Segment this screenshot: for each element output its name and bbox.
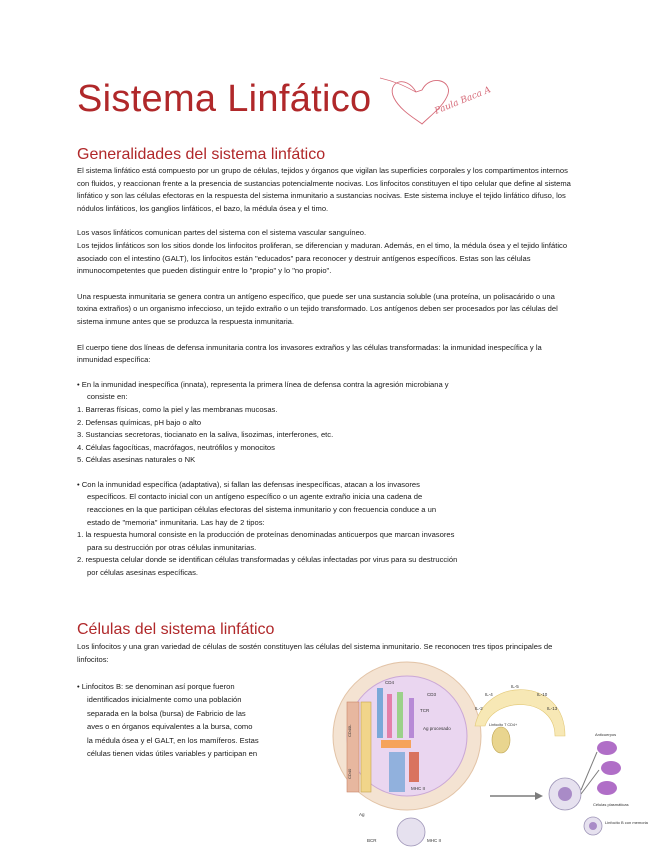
- adaptive-intro-line: estado de "memoria" inmunitaria. Las hay de 2 tipos:: [87, 517, 265, 527]
- paragraph-lineas-defensa: El cuerpo tiene dos líneas de defensa inmunitaria contra los invasores extraños y las células transformadas: la inmunidad inespecífica y la inmunidad específica:: [77, 342, 542, 365]
- label-ag-procesado: Ag procesado: [423, 726, 451, 731]
- bullet-line: identificados inicialmente como una población: [87, 695, 242, 705]
- list-item: 1. la respuesta humoral consiste en la producción de proteínas denominadas anticuerpos que marcan invasores: [77, 530, 455, 540]
- list-item: 4. Células fagocíticas, macrófagos, neutrófilos y monocitos: [77, 442, 275, 452]
- label-mhc2: MHC II: [411, 786, 425, 791]
- label-mhc2-bottom: MHC II: [427, 838, 441, 843]
- label-cd40l: CD40L: [347, 724, 352, 737]
- innate-intro-line1: • En la inmunidad inespecífica (innata), representa la primera línea de defensa contra la agresión microbiana y: [77, 379, 449, 389]
- list-item: 5. Células asesinas naturales o NK: [77, 455, 196, 465]
- bullet-line: células tienen vidas útiles variables y participan en: [87, 749, 258, 759]
- list-item-continuation: para su destrucción por otras células inmunitarias.: [87, 542, 257, 552]
- list-item: 1. Barreras físicas, como la piel y las membranas mucosas.: [77, 404, 278, 414]
- signature-text: Paula Baca A: [433, 85, 493, 117]
- adaptive-intro-line: reacciones en la que participan células efectoras del sistema inmunitario y con frecuencia conduce a un: [87, 505, 437, 515]
- adaptive-intro-line: • Con la inmunidad específica (adaptativa), si fallan las defensas inespecíficas, atacan a los invasores: [77, 479, 420, 489]
- section-heading-celulas: Células del sistema linfático: [77, 621, 275, 638]
- label-celulas-plasmaticas: Células plasmáticas: [593, 802, 629, 807]
- innate-immunity-block: [77, 379, 577, 467]
- bullet-line: la médula ósea y el GALT, en los mamíferos. Estas: [87, 735, 259, 745]
- label-il5: IL-5: [511, 684, 519, 689]
- b-cell-activation-figure: [325, 666, 648, 848]
- section-generalidades-body: [77, 165, 577, 580]
- adaptive-immunity-block: [77, 479, 577, 580]
- list-item: 3. Sustancias secretoras, tiocianato en la saliva, lisozimas, interferones, etc.: [77, 430, 334, 440]
- paragraph-vasos: Los vasos linfáticos comunican partes del sistema con el sistema vascular sanguíneo.: [77, 228, 367, 238]
- label-linfocito-b-memoria: Linfocito B con memoria: [605, 820, 648, 825]
- label-il2: IL-2: [475, 706, 483, 711]
- list-item-continuation: por células asesinas específicas.: [87, 568, 199, 578]
- list-item: 2. Defensas químicas, pH bajo o alto: [77, 417, 202, 427]
- label-il10: IL-10: [537, 692, 548, 697]
- label-il13: IL-13: [547, 706, 558, 711]
- linfocitos-b-bullet: [77, 680, 317, 760]
- label-cd3: CD3: [427, 692, 437, 697]
- label-bcr: BCR: [367, 838, 377, 843]
- label-tcr: TCR: [420, 708, 430, 713]
- page-title: Sistema Linfático: [77, 78, 372, 120]
- label-ag: Ag: [359, 812, 365, 817]
- list-item: 2. respuesta celular donde se identifican células transformadas y células infectadas por virus para su destrucción: [77, 555, 458, 565]
- label-linfocito-t: Linfocito T CD4+: [489, 723, 518, 727]
- label-il4: IL-4: [485, 692, 493, 697]
- paragraph-intro: El sistema linfático está compuesto por un grupo de células, tejidos y órganos que vigilan las superficies corporales y los compartimentos internos con fluidos, y reaccionan frente a la presencia de sustancias potencialmente nocivas. Los linfocitos constituyen el tipo celular que define al sistema linfático y son las células efectoras en la respuesta del sistema inmunitario a sustancias nocivas. Este sistema incluye el tejido linfático difuso, los nódulos linfáticos, los ganglios linfáticos, el bazo, la médula ósea y el timo.: [77, 166, 571, 213]
- signature-heart-drawing: [378, 52, 498, 142]
- label-cd4: CD4: [385, 680, 395, 685]
- bullet-line: separada en la bolsa (bursa) de Fabricio de las: [87, 708, 246, 718]
- innate-intro-line2: consiste en:: [87, 392, 128, 402]
- innate-list: [77, 404, 577, 467]
- label-anticuerpos: Anticuerpos: [595, 732, 617, 737]
- section-celulas-body: [77, 641, 577, 666]
- label-cd40: CD40: [347, 768, 352, 779]
- paragraph-celulas-intro: Los linfocitos y una gran variedad de células de sostén constituyen las células del sistema inmunitario. Se reconocen tres tipos principales de linfocitos:: [77, 642, 553, 664]
- paragraph-respuesta: Una respuesta inmunitaria se genera contra un antígeno específico, que puede ser una sustancia soluble (una proteína, un polisacárido o una toxina extraños) o un organismo infeccioso, un tejido extraño o un tejido transformado. Los antígenos deben ser procesados por las células del sistema inmune antes que se produzca la respuesta inmunitaria.: [77, 291, 558, 326]
- bullet-line: • Linfocitos B: se denominan así porque fueron: [77, 682, 235, 691]
- section-heading-generalidades: Generalidades del sistema linfático: [77, 146, 326, 163]
- bullet-line: aves o en órganos equivalentes a la bursa, como: [87, 722, 253, 732]
- adaptive-intro-line: específicos. El contacto inicial con un antígeno específico o un agente extraño inicia una cadena de: [87, 492, 423, 502]
- paragraph-tejidos: Los tejidos linfáticos son los sitios donde los linfocitos proliferan, se diferencian y maduran. Además, en el timo, la médula ósea y el tejido linfático asociado con el intestino (GALT), los linfocitos están "educados" para reconocer y destruir antígenos específicos. Estas son las células inmunocompetentes que pueden distinguir entre lo "propio" y lo "no propio".: [77, 240, 568, 276]
